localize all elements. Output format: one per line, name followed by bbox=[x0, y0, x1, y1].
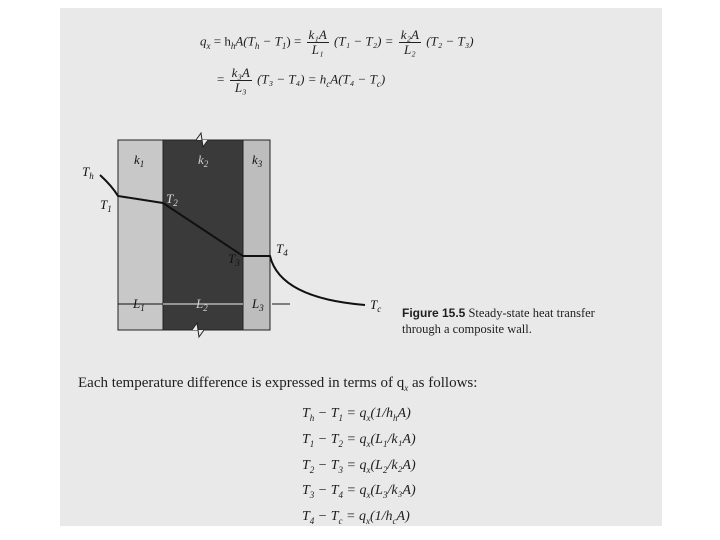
label-T2: $T_2$ bbox=[166, 191, 178, 208]
label-Th: $T_h$ bbox=[82, 164, 94, 181]
heat-flux-equation-line1: $q_x = h_hA(T_h - T_1)$ = $\frac{\text{k₁A}}{\text{L₁}}$ (T₁ − T₂) = $\frac{\text{k₂A}}{\text{L₂}}$ (T₂ − T₃) bbox=[200, 27, 474, 57]
fraction-k3A-L3: $\frac{\text{k₃A}}{\text{L₃}}$ bbox=[231, 65, 250, 95]
relation-row: $T_2 - T_3 = q_x(L_2/k_2A)$ bbox=[302, 457, 416, 475]
label-T4: $T_4$ bbox=[276, 241, 288, 258]
temperature-relations bbox=[302, 403, 416, 532]
figure-number: Figure 15.5 bbox=[402, 306, 466, 320]
intro-sentence: Each temperature difference is expressed in terms of $q_x$ as follows: bbox=[78, 375, 478, 393]
label-L1: $L_1$ bbox=[133, 296, 145, 313]
fraction-k2A-L2: $\frac{\text{k₂A}}{\text{L₂}}$ bbox=[400, 27, 419, 57]
fraction-k1A-L1: $\frac{\text{k₁A}}{\text{L₁}}$ bbox=[308, 27, 327, 57]
label-T1: $T_1$ bbox=[100, 197, 112, 214]
relation-row: $T_4 - T_c = q_x(1/h_cA)$ bbox=[302, 509, 410, 526]
label-k3: $k_3$ bbox=[252, 152, 263, 169]
label-T3: $T_3$ bbox=[228, 251, 240, 268]
relation-row: $T_h - T_1 = q_x(1/h_hA)$ bbox=[302, 406, 411, 423]
label-L2: $L_2$ bbox=[196, 296, 208, 313]
label-Tc: $T_c$ bbox=[370, 297, 382, 314]
caption-line2: through a composite wall. bbox=[402, 322, 532, 336]
relation-row: $T_1 - T_2 = q_x(L_1/k_1A)$ bbox=[302, 431, 416, 449]
label-L3: $L_3$ bbox=[252, 296, 264, 313]
heat-flux-equation-line2: = $\frac{\text{k₃A}}{\text{L₃}}$ $(T_3 - T_4) = h_cA(T_4 - T_c)$ bbox=[217, 65, 386, 95]
figure-caption bbox=[402, 305, 595, 337]
label-k1: $k_1$ bbox=[134, 152, 145, 169]
relation-row: $T_3 - T_4 = q_x(L_3/k_3A)$ bbox=[302, 483, 416, 501]
label-k2: $k_2$ bbox=[198, 152, 209, 169]
caption-line1: Steady-state heat transfer bbox=[468, 306, 595, 320]
